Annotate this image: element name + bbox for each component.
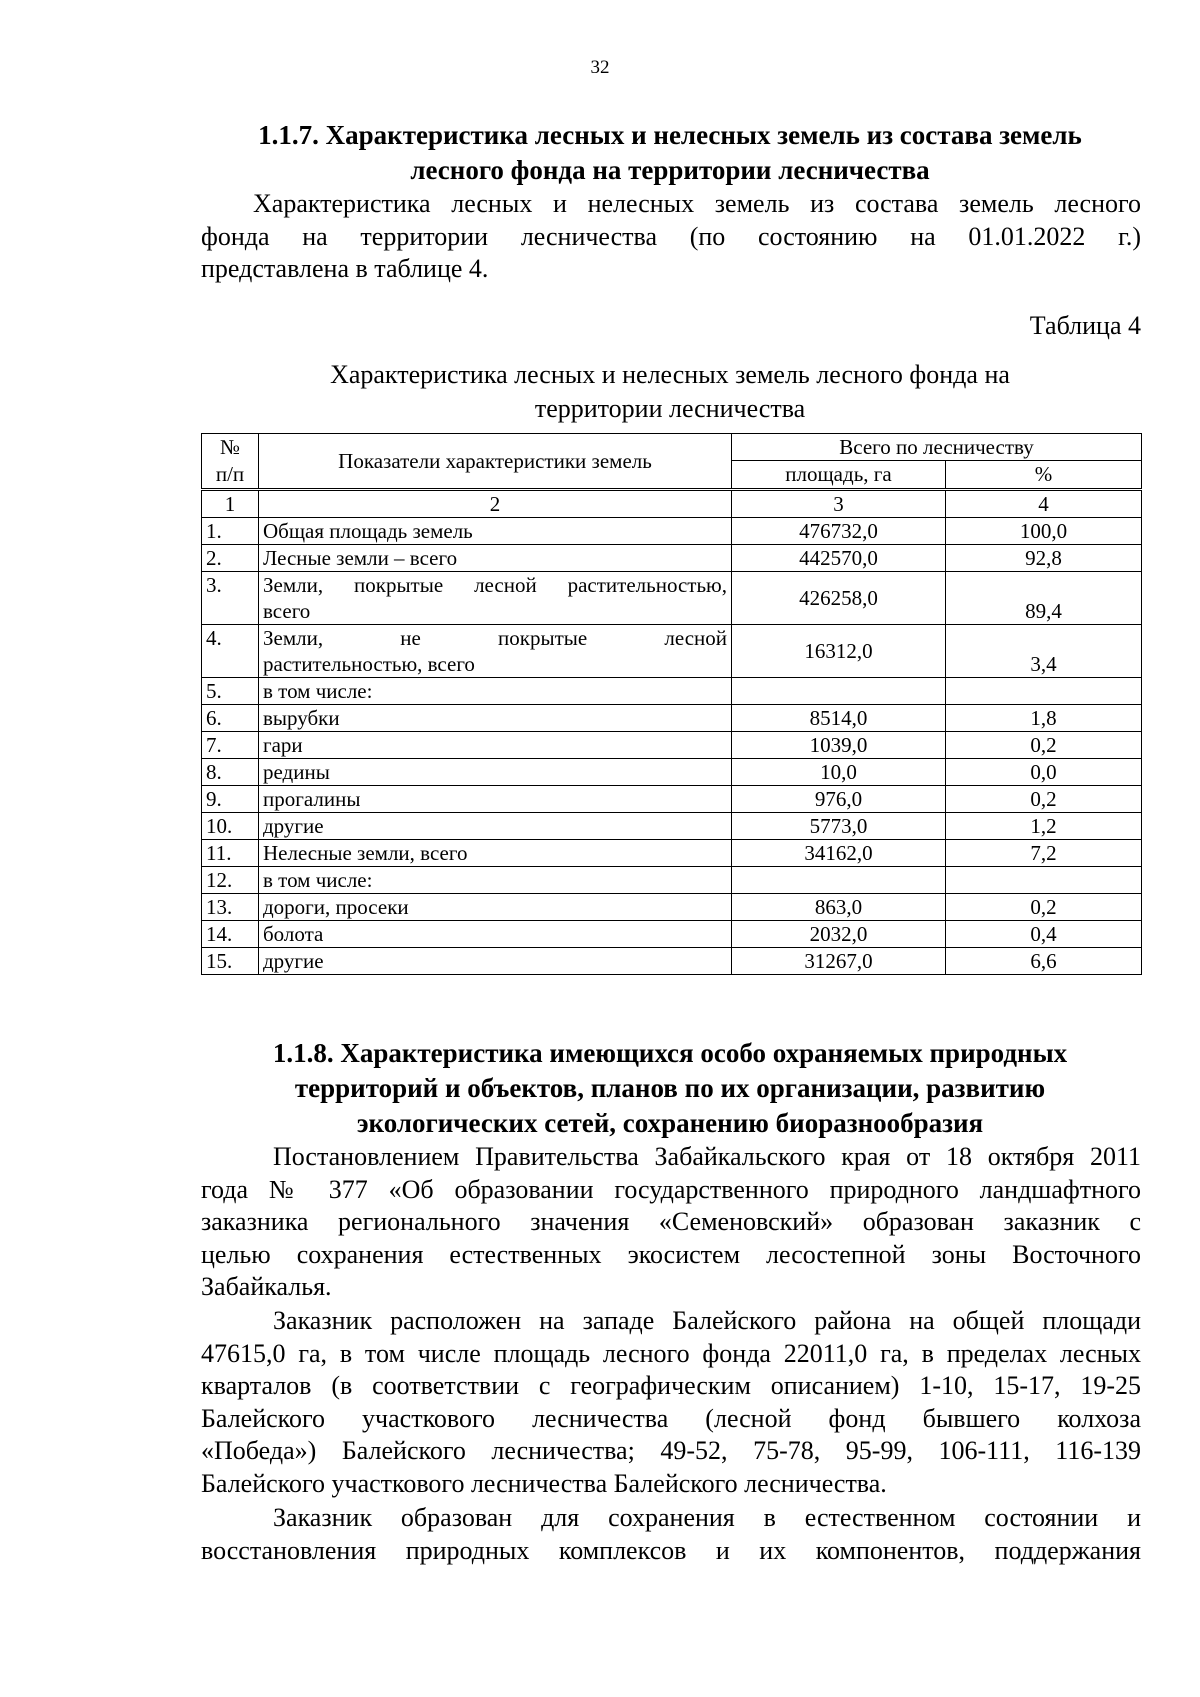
row-number: 6. xyxy=(202,705,259,732)
table-row xyxy=(202,732,1142,759)
row-percent: 1,2 xyxy=(946,813,1142,840)
column-number: 4 xyxy=(946,490,1142,518)
row-percent: 0,4 xyxy=(946,921,1142,948)
row-area: 976,0 xyxy=(732,786,946,813)
row-area: 31267,0 xyxy=(732,948,946,975)
paragraph-line: года № 377 «Об образовании государственного природного ландшафтного xyxy=(201,1174,1141,1204)
table-label: Таблица 4 xyxy=(1029,311,1141,340)
table-column-numbers-row xyxy=(202,490,1142,518)
table-row xyxy=(202,786,1142,813)
paragraph-line: фонда на территории лесничества (по состоянию на 01.01.2022 г.) xyxy=(201,221,1141,251)
row-indicator: болота xyxy=(259,921,732,948)
table-row xyxy=(202,518,1142,545)
paragraph-line: восстановления природных комплексов и их компонентов, поддержания xyxy=(201,1535,1141,1565)
column-number: 3 xyxy=(732,490,946,518)
row-indicator: другие xyxy=(259,813,732,840)
row-number: 8. xyxy=(202,759,259,786)
row-area: 8514,0 xyxy=(732,705,946,732)
row-number: 2. xyxy=(202,545,259,572)
paragraph-line: Балейского участкового лесничества (лесной фонд бывшего колхоза xyxy=(201,1403,1141,1433)
paragraph-line: Забайкалья. xyxy=(201,1272,332,1302)
row-area: 34162,0 xyxy=(732,840,946,867)
row-percent: 92,8 xyxy=(946,545,1142,572)
row-percent: 6,6 xyxy=(946,948,1142,975)
table-row xyxy=(202,894,1142,921)
header-area: площадь, га xyxy=(732,461,946,490)
row-percent xyxy=(946,867,1142,894)
row-indicator: Лесные земли – всего xyxy=(259,545,732,572)
row-number: 13. xyxy=(202,894,259,921)
header-num xyxy=(202,434,259,490)
row-area: 476732,0 xyxy=(732,518,946,545)
row-number: 12. xyxy=(202,867,259,894)
header-num-symbol: № xyxy=(219,435,241,459)
row-indicator: Общая площадь земель xyxy=(259,518,732,545)
row-number: 3. xyxy=(202,572,259,625)
row-indicator-line1: Земли, покрытые лесной растительностью, xyxy=(263,573,727,597)
row-area: 1039,0 xyxy=(732,732,946,759)
row-number: 4. xyxy=(202,625,259,678)
row-indicator-line2: растительностью, всего xyxy=(263,652,475,676)
paragraph-line: заказника регионального значения «Семеновский» образован заказник с xyxy=(201,1207,1141,1237)
table-row xyxy=(202,678,1142,705)
table-row xyxy=(202,545,1142,572)
row-number: 9. xyxy=(202,786,259,813)
row-number: 15. xyxy=(202,948,259,975)
row-percent: 0,2 xyxy=(946,732,1142,759)
row-area: 10,0 xyxy=(732,759,946,786)
section-118-paragraph-2 xyxy=(201,1305,1141,1501)
row-number: 1. xyxy=(202,518,259,545)
table-row xyxy=(202,840,1142,867)
table-row xyxy=(202,625,1142,678)
section-118-paragraph-1 xyxy=(201,1141,1141,1304)
table-row xyxy=(202,867,1142,894)
section-118-heading-line3: экологических сетей, сохранению биоразнообразия xyxy=(356,1108,984,1138)
row-percent: 89,4 xyxy=(946,572,1142,625)
table-caption-line2: территории лесничества xyxy=(534,394,806,423)
row-area xyxy=(732,867,946,894)
paragraph-line: Заказник образован для сохранения в естественном состоянии и xyxy=(273,1503,1141,1532)
row-percent: 1,8 xyxy=(946,705,1142,732)
section-117-heading-line1: 1.1.7. Характеристика лесных и нелесных земель из состава земель xyxy=(258,120,1082,150)
paragraph-line: Заказник расположен на западе Балейского района на общей площади xyxy=(273,1306,1141,1335)
table-row xyxy=(202,813,1142,840)
row-indicator: Нелесные земли, всего xyxy=(259,840,732,867)
row-number: 10. xyxy=(202,813,259,840)
row-percent: 0,2 xyxy=(946,786,1142,813)
table-row xyxy=(202,572,1142,625)
table-row xyxy=(202,948,1142,975)
row-indicator-line2: всего xyxy=(263,599,311,623)
section-118-paragraph-3 xyxy=(201,1502,1141,1567)
header-total: Всего по лесничеству xyxy=(732,434,1142,461)
row-indicator: прогалины xyxy=(259,786,732,813)
row-indicator: в том числе: xyxy=(259,867,732,894)
row-area: 16312,0 xyxy=(732,625,946,678)
row-percent xyxy=(946,678,1142,705)
paragraph-line: Характеристика лесных и нелесных земель из состава земель лесного xyxy=(253,189,1141,218)
row-percent: 3,4 xyxy=(946,625,1142,678)
section-118-heading xyxy=(200,1036,1140,1141)
section-117-heading-line2: лесного фонда на территории лесничества xyxy=(410,155,930,185)
row-indicator: гари xyxy=(259,732,732,759)
header-num-label: п/п xyxy=(215,462,245,486)
paragraph-line: 47615,0 га, в том числе площадь лесного фонда 22011,0 га, в пределах лесных xyxy=(201,1338,1141,1368)
row-number: 14. xyxy=(202,921,259,948)
header-percent: % xyxy=(946,461,1142,490)
row-percent: 7,2 xyxy=(946,840,1142,867)
row-number: 5. xyxy=(202,678,259,705)
row-indicator xyxy=(259,625,732,678)
header-indicator: Показатели характеристики земель xyxy=(259,434,732,490)
row-area: 442570,0 xyxy=(732,545,946,572)
row-indicator: дороги, просеки xyxy=(259,894,732,921)
paragraph-line: целью сохранения естественных экосистем лесостепной зоны Восточного xyxy=(201,1239,1141,1269)
column-number: 2 xyxy=(259,490,732,518)
row-percent: 100,0 xyxy=(946,518,1142,545)
row-area: 426258,0 xyxy=(732,572,946,625)
section-118-heading-line2: территорий и объектов, планов по их организации, развитию xyxy=(294,1073,1046,1103)
row-percent: 0,0 xyxy=(946,759,1142,786)
table-caption xyxy=(280,358,1060,426)
section-117-paragraph xyxy=(201,188,1141,286)
paragraph-line: кварталов (в соответствии с географическим описанием) 1-10, 15-17, 19-25 xyxy=(201,1371,1141,1401)
table-row xyxy=(202,759,1142,786)
row-indicator xyxy=(259,572,732,625)
row-percent: 0,2 xyxy=(946,894,1142,921)
table-header-row xyxy=(202,434,1142,461)
paragraph-line: «Победа») Балейского лесничества; 49-52, 75-78, 95-99, 106-111, 116-139 xyxy=(201,1436,1141,1466)
row-indicator: вырубки xyxy=(259,705,732,732)
land-characteristics-table xyxy=(201,433,1142,975)
row-indicator: редины xyxy=(259,759,732,786)
row-area: 2032,0 xyxy=(732,921,946,948)
row-indicator: другие xyxy=(259,948,732,975)
row-area xyxy=(732,678,946,705)
page-number: 32 xyxy=(590,57,610,78)
row-number: 11. xyxy=(202,840,259,867)
table-row xyxy=(202,705,1142,732)
table-row xyxy=(202,921,1142,948)
row-area: 5773,0 xyxy=(732,813,946,840)
paragraph-line: представлена в таблице 4. xyxy=(201,254,489,284)
paragraph-line: Балейского участкового лесничества Балейского лесничества. xyxy=(201,1468,887,1498)
row-number: 7. xyxy=(202,732,259,759)
paragraph-line: Постановлением Правительства Забайкальского края от 18 октября 2011 xyxy=(273,1142,1141,1171)
row-area: 863,0 xyxy=(732,894,946,921)
row-indicator: в том числе: xyxy=(259,678,732,705)
section-118-heading-line1: 1.1.8. Характеристика имеющихся особо охраняемых природных xyxy=(272,1038,1068,1068)
row-indicator-line1: Земли, не покрытые лесной xyxy=(263,626,727,650)
column-number: 1 xyxy=(202,490,259,518)
section-117-heading xyxy=(200,118,1140,188)
table-caption-line1: Характеристика лесных и нелесных земель лесного фонда на xyxy=(330,360,1010,389)
